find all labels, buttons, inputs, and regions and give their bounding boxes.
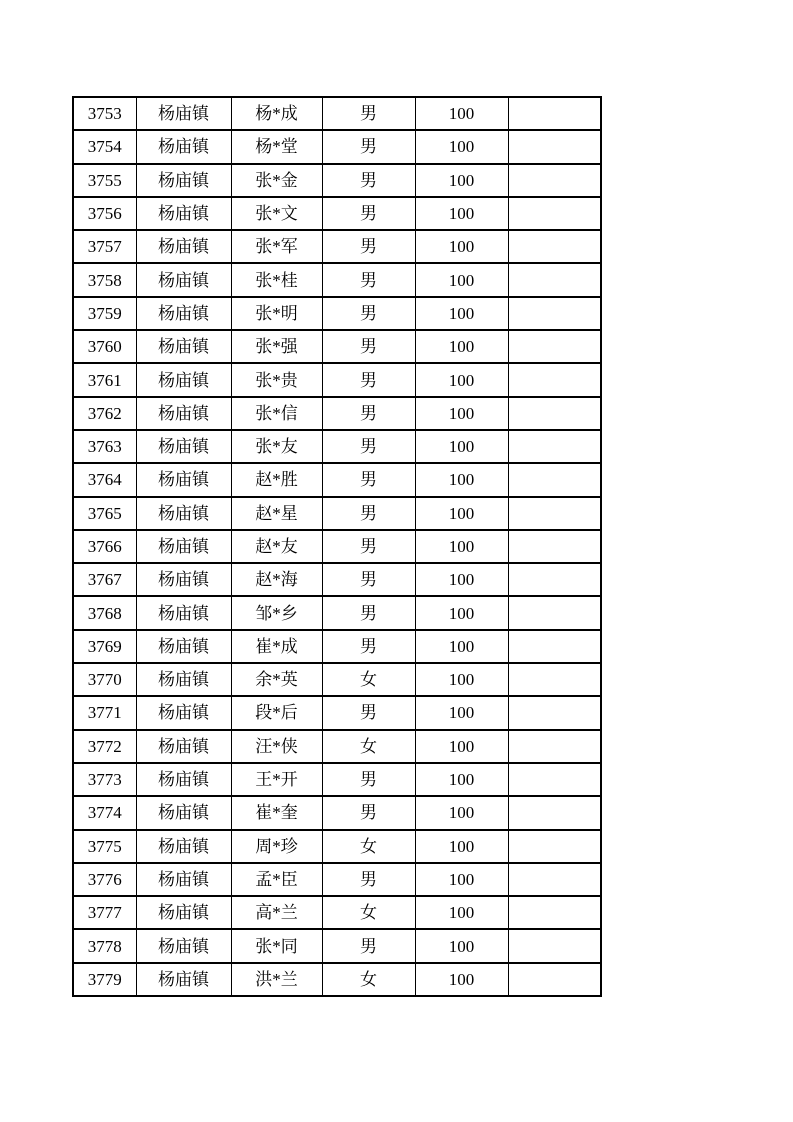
serial-cell: 3757 [73,230,136,263]
name-cell: 高*兰 [231,896,322,929]
note-cell [508,97,601,130]
name-cell: 张*文 [231,197,322,230]
table-row [73,497,601,530]
gender-cell: 男 [322,763,415,796]
gender-cell: 男 [322,297,415,330]
amount-cell: 100 [415,630,508,663]
name-cell: 张*金 [231,164,322,197]
table-row [73,197,601,230]
note-cell [508,430,601,463]
table-row [73,463,601,496]
table-row [73,130,601,163]
name-cell: 张*强 [231,330,322,363]
table-row [73,297,601,330]
note-cell [508,896,601,929]
town-cell: 杨庙镇 [136,830,231,863]
note-cell [508,596,601,629]
town-cell: 杨庙镇 [136,630,231,663]
note-cell [508,563,601,596]
amount-cell: 100 [415,363,508,396]
town-cell: 杨庙镇 [136,730,231,763]
serial-cell: 3767 [73,563,136,596]
note-cell [508,730,601,763]
name-cell: 杨*成 [231,97,322,130]
name-cell: 段*后 [231,696,322,729]
serial-cell: 3771 [73,696,136,729]
amount-cell: 100 [415,929,508,962]
serial-cell: 3758 [73,263,136,296]
name-cell: 邹*乡 [231,596,322,629]
town-cell: 杨庙镇 [136,330,231,363]
table-row [73,963,601,996]
note-cell [508,630,601,663]
town-cell: 杨庙镇 [136,796,231,829]
table-row [73,796,601,829]
gender-cell: 男 [322,430,415,463]
serial-cell: 3770 [73,663,136,696]
amount-cell: 100 [415,663,508,696]
name-cell: 王*开 [231,763,322,796]
town-cell: 杨庙镇 [136,230,231,263]
serial-cell: 3773 [73,763,136,796]
gender-cell: 男 [322,197,415,230]
gender-cell: 男 [322,130,415,163]
name-cell: 张*贵 [231,363,322,396]
name-cell: 赵*胜 [231,463,322,496]
town-cell: 杨庙镇 [136,696,231,729]
table-row [73,563,601,596]
gender-cell: 男 [322,363,415,396]
table-row [73,663,601,696]
gender-cell: 男 [322,263,415,296]
table-row [73,730,601,763]
name-cell: 余*英 [231,663,322,696]
amount-cell: 100 [415,763,508,796]
note-cell [508,197,601,230]
town-cell: 杨庙镇 [136,463,231,496]
serial-cell: 3765 [73,497,136,530]
gender-cell: 男 [322,397,415,430]
table-row [73,97,601,130]
table-row [73,830,601,863]
serial-cell: 3762 [73,397,136,430]
serial-cell: 3775 [73,830,136,863]
note-cell [508,130,601,163]
serial-cell: 3774 [73,796,136,829]
table-row [73,630,601,663]
gender-cell: 女 [322,663,415,696]
town-cell: 杨庙镇 [136,763,231,796]
town-cell: 杨庙镇 [136,530,231,563]
town-cell: 杨庙镇 [136,297,231,330]
note-cell [508,164,601,197]
amount-cell: 100 [415,896,508,929]
table-row [73,763,601,796]
note-cell [508,796,601,829]
note-cell [508,297,601,330]
note-cell [508,963,601,996]
town-cell: 杨庙镇 [136,596,231,629]
note-cell [508,230,601,263]
serial-cell: 3777 [73,896,136,929]
gender-cell: 女 [322,963,415,996]
name-cell: 张*信 [231,397,322,430]
table-body [73,97,601,996]
town-cell: 杨庙镇 [136,197,231,230]
amount-cell: 100 [415,230,508,263]
serial-cell: 3763 [73,430,136,463]
town-cell: 杨庙镇 [136,363,231,396]
note-cell [508,497,601,530]
gender-cell: 男 [322,563,415,596]
note-cell [508,363,601,396]
serial-cell: 3761 [73,363,136,396]
town-cell: 杨庙镇 [136,896,231,929]
amount-cell: 100 [415,963,508,996]
note-cell [508,929,601,962]
gender-cell: 男 [322,630,415,663]
amount-cell: 100 [415,596,508,629]
amount-cell: 100 [415,463,508,496]
serial-cell: 3764 [73,463,136,496]
town-cell: 杨庙镇 [136,963,231,996]
table-row [73,430,601,463]
note-cell [508,263,601,296]
beneficiary-roster-table [72,96,602,997]
name-cell: 杨*堂 [231,130,322,163]
town-cell: 杨庙镇 [136,97,231,130]
gender-cell: 男 [322,596,415,629]
name-cell: 张*同 [231,929,322,962]
gender-cell: 男 [322,230,415,263]
serial-cell: 3768 [73,596,136,629]
table-row [73,596,601,629]
town-cell: 杨庙镇 [136,130,231,163]
town-cell: 杨庙镇 [136,563,231,596]
amount-cell: 100 [415,197,508,230]
amount-cell: 100 [415,563,508,596]
note-cell [508,463,601,496]
table-row [73,164,601,197]
amount-cell: 100 [415,696,508,729]
table-row [73,363,601,396]
amount-cell: 100 [415,497,508,530]
amount-cell: 100 [415,97,508,130]
town-cell: 杨庙镇 [136,497,231,530]
name-cell: 张*桂 [231,263,322,296]
name-cell: 孟*臣 [231,863,322,896]
town-cell: 杨庙镇 [136,397,231,430]
amount-cell: 100 [415,530,508,563]
serial-cell: 3766 [73,530,136,563]
town-cell: 杨庙镇 [136,663,231,696]
gender-cell: 男 [322,929,415,962]
name-cell: 周*珍 [231,830,322,863]
serial-cell: 3772 [73,730,136,763]
name-cell: 赵*友 [231,530,322,563]
serial-cell: 3755 [73,164,136,197]
town-cell: 杨庙镇 [136,164,231,197]
name-cell: 赵*星 [231,497,322,530]
town-cell: 杨庙镇 [136,430,231,463]
town-cell: 杨庙镇 [136,929,231,962]
town-cell: 杨庙镇 [136,263,231,296]
serial-cell: 3759 [73,297,136,330]
gender-cell: 女 [322,830,415,863]
town-cell: 杨庙镇 [136,863,231,896]
gender-cell: 男 [322,97,415,130]
name-cell: 张*军 [231,230,322,263]
name-cell: 崔*成 [231,630,322,663]
gender-cell: 男 [322,696,415,729]
gender-cell: 男 [322,796,415,829]
note-cell [508,863,601,896]
note-cell [508,330,601,363]
table-row [73,530,601,563]
gender-cell: 女 [322,896,415,929]
amount-cell: 100 [415,830,508,863]
serial-cell: 3778 [73,929,136,962]
name-cell: 崔*奎 [231,796,322,829]
table-row [73,397,601,430]
name-cell: 张*友 [231,430,322,463]
gender-cell: 女 [322,730,415,763]
table-row [73,929,601,962]
gender-cell: 男 [322,330,415,363]
serial-cell: 3760 [73,330,136,363]
amount-cell: 100 [415,263,508,296]
table-row [73,263,601,296]
serial-cell: 3754 [73,130,136,163]
serial-cell: 3779 [73,963,136,996]
amount-cell: 100 [415,397,508,430]
gender-cell: 男 [322,497,415,530]
amount-cell: 100 [415,796,508,829]
name-cell: 洪*兰 [231,963,322,996]
amount-cell: 100 [415,863,508,896]
name-cell: 赵*海 [231,563,322,596]
serial-cell: 3756 [73,197,136,230]
amount-cell: 100 [415,164,508,197]
amount-cell: 100 [415,130,508,163]
table-row [73,230,601,263]
note-cell [508,830,601,863]
serial-cell: 3776 [73,863,136,896]
amount-cell: 100 [415,297,508,330]
table-row [73,863,601,896]
name-cell: 张*明 [231,297,322,330]
gender-cell: 男 [322,530,415,563]
amount-cell: 100 [415,430,508,463]
table-row [73,330,601,363]
note-cell [508,763,601,796]
gender-cell: 男 [322,164,415,197]
amount-cell: 100 [415,730,508,763]
gender-cell: 男 [322,463,415,496]
note-cell [508,663,601,696]
table-row [73,696,601,729]
note-cell [508,530,601,563]
note-cell [508,696,601,729]
note-cell [508,397,601,430]
gender-cell: 男 [322,863,415,896]
amount-cell: 100 [415,330,508,363]
name-cell: 汪*侠 [231,730,322,763]
serial-cell: 3753 [73,97,136,130]
serial-cell: 3769 [73,630,136,663]
table-row [73,896,601,929]
